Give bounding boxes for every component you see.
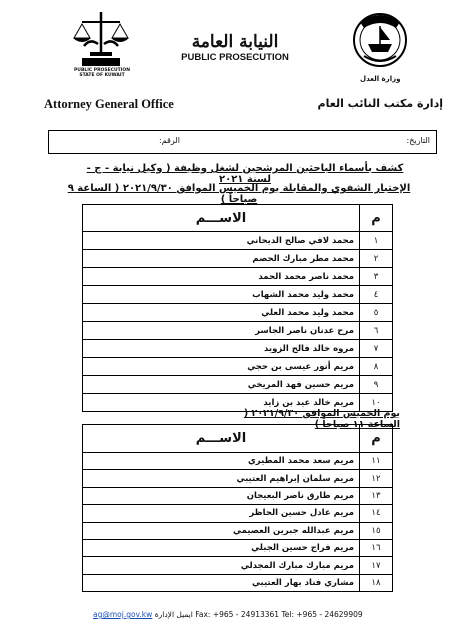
table-row (83, 539, 393, 556)
row-number: ١٦ (360, 539, 393, 556)
center-logo-english: PUBLIC PROSECUTION (181, 52, 289, 63)
phone-number: Tel: +965 - 24629909 (281, 610, 363, 619)
candidates-table-morning (82, 204, 393, 412)
column-header-name: الاســـم (83, 205, 360, 232)
table-row (83, 557, 393, 574)
contact-footer (93, 610, 423, 619)
row-number: ١٤ (360, 505, 393, 522)
candidate-name: مريم خالد عيد بن زايد (83, 394, 360, 412)
row-number: ١٢ (360, 470, 393, 487)
row-number: ١٨ (360, 574, 393, 591)
candidate-name: مريم طارق ناصر البعيجان (83, 487, 360, 504)
candidate-name: محمد وليد محمد الشهاب (83, 286, 360, 304)
table-row (83, 376, 393, 394)
candidate-name: مريم سلمان إبراهيم العتيبي (83, 470, 360, 487)
date-label: التاريخ: (406, 136, 430, 145)
row-number: ١٠ (360, 394, 393, 412)
row-number: ٦ (360, 322, 393, 340)
candidate-name: مريم مبارك مبارك المجدلي (83, 557, 360, 574)
candidates-table-late-morning (82, 424, 393, 592)
ministry-of-justice-label: وزارة العدل (360, 75, 401, 83)
list-title: كشف بأسماء الباحثين المرشحين لشغل وظيفة ( وكيل نيابة - ج - لسنة ٢٠٢١ (86, 163, 404, 185)
table-row (83, 470, 393, 487)
column-header-name: الاســـم (83, 425, 360, 453)
email-link[interactable]: ag@moj.gov.kw (93, 610, 153, 619)
row-number: ١٧ (360, 557, 393, 574)
candidate-name: محمد لافي صالح الديحاني (83, 232, 360, 250)
fax-number: Fax: +965 - 24913361 (195, 610, 280, 619)
row-number: ٤ (360, 286, 393, 304)
left-logo-label: PUBLIC PROSECUTION (74, 68, 130, 73)
table-row (83, 268, 393, 286)
row-number: ٧ (360, 340, 393, 358)
table-row (83, 487, 393, 504)
candidate-name: مريم فراج حسين الجبلي (83, 539, 360, 556)
table-header-row (83, 205, 393, 232)
row-number: ٢ (360, 250, 393, 268)
table-row (83, 340, 393, 358)
session-one-title: الإختبار الشفوي والمقابلة يوم الخميس الموافق ٢٠٢١/٩/٣٠ ( الساعة ٩ صباحاً ) (67, 183, 411, 205)
row-number: ١١ (360, 453, 393, 470)
candidate-name: مشاري فناد بهار العتيبي (83, 574, 360, 591)
date-reference-box (48, 130, 437, 154)
row-number: ٩ (360, 376, 393, 394)
candidate-name: مريم حسين فهد المريخي (83, 376, 360, 394)
candidate-name: مرح عدنان ناصر الجاسر (83, 322, 360, 340)
candidate-name: مريم عبدالله جبرين العصيمي (83, 522, 360, 539)
public-prosecution-emblem (70, 8, 132, 76)
table-row (83, 250, 393, 268)
column-header-number: م (360, 205, 393, 232)
row-number: ١٥ (360, 522, 393, 539)
table-row (83, 505, 393, 522)
candidate-name: محمد ناصر محمد الحمد (83, 268, 360, 286)
candidate-name: مريم سعد محمد المطيري (83, 453, 360, 470)
table-header-row (83, 425, 393, 453)
row-number: ١ (360, 232, 393, 250)
candidate-name: محمد وليد محمد العلي (83, 304, 360, 322)
kuwait-emblem-icon (350, 10, 410, 72)
scales-of-justice-icon (70, 8, 132, 68)
candidate-name: مروه خالد فالح الزويد (83, 340, 360, 358)
kuwait-emblem (350, 10, 410, 75)
candidate-name: مريم عادل حسين الحاظر (83, 505, 360, 522)
table-row (83, 322, 393, 340)
column-header-number: م (360, 425, 393, 453)
center-logo-arabic: النيابة العامة (191, 32, 279, 52)
session-two-title: يوم الخميس الموافق ٢٠٢١/٩/٣٠ ( الساعة ١١ صباحاً ) (243, 408, 400, 430)
row-number: ١٣ (360, 487, 393, 504)
table-row (83, 286, 393, 304)
table-row (83, 358, 393, 376)
table-row (83, 522, 393, 539)
table-row (83, 304, 393, 322)
row-number: ٥ (360, 304, 393, 322)
center-logo (180, 32, 290, 77)
reference-label: الرقم: (159, 136, 180, 145)
row-number: ٨ (360, 358, 393, 376)
candidate-name: مريم أنور عيسى بن حجي (83, 358, 360, 376)
office-title-english: Attorney General Office (44, 97, 174, 111)
left-logo-sublabel: STATE OF KUWAIT (79, 73, 125, 78)
table-row (83, 574, 393, 591)
table-row (83, 232, 393, 250)
office-title-arabic: إدارة مكتب النائب العام (317, 97, 443, 110)
email-label: ايميل الإدارة (154, 610, 193, 619)
row-number: ٣ (360, 268, 393, 286)
table-row (83, 453, 393, 470)
candidate-name: محمد مطر مبارك الحصم (83, 250, 360, 268)
